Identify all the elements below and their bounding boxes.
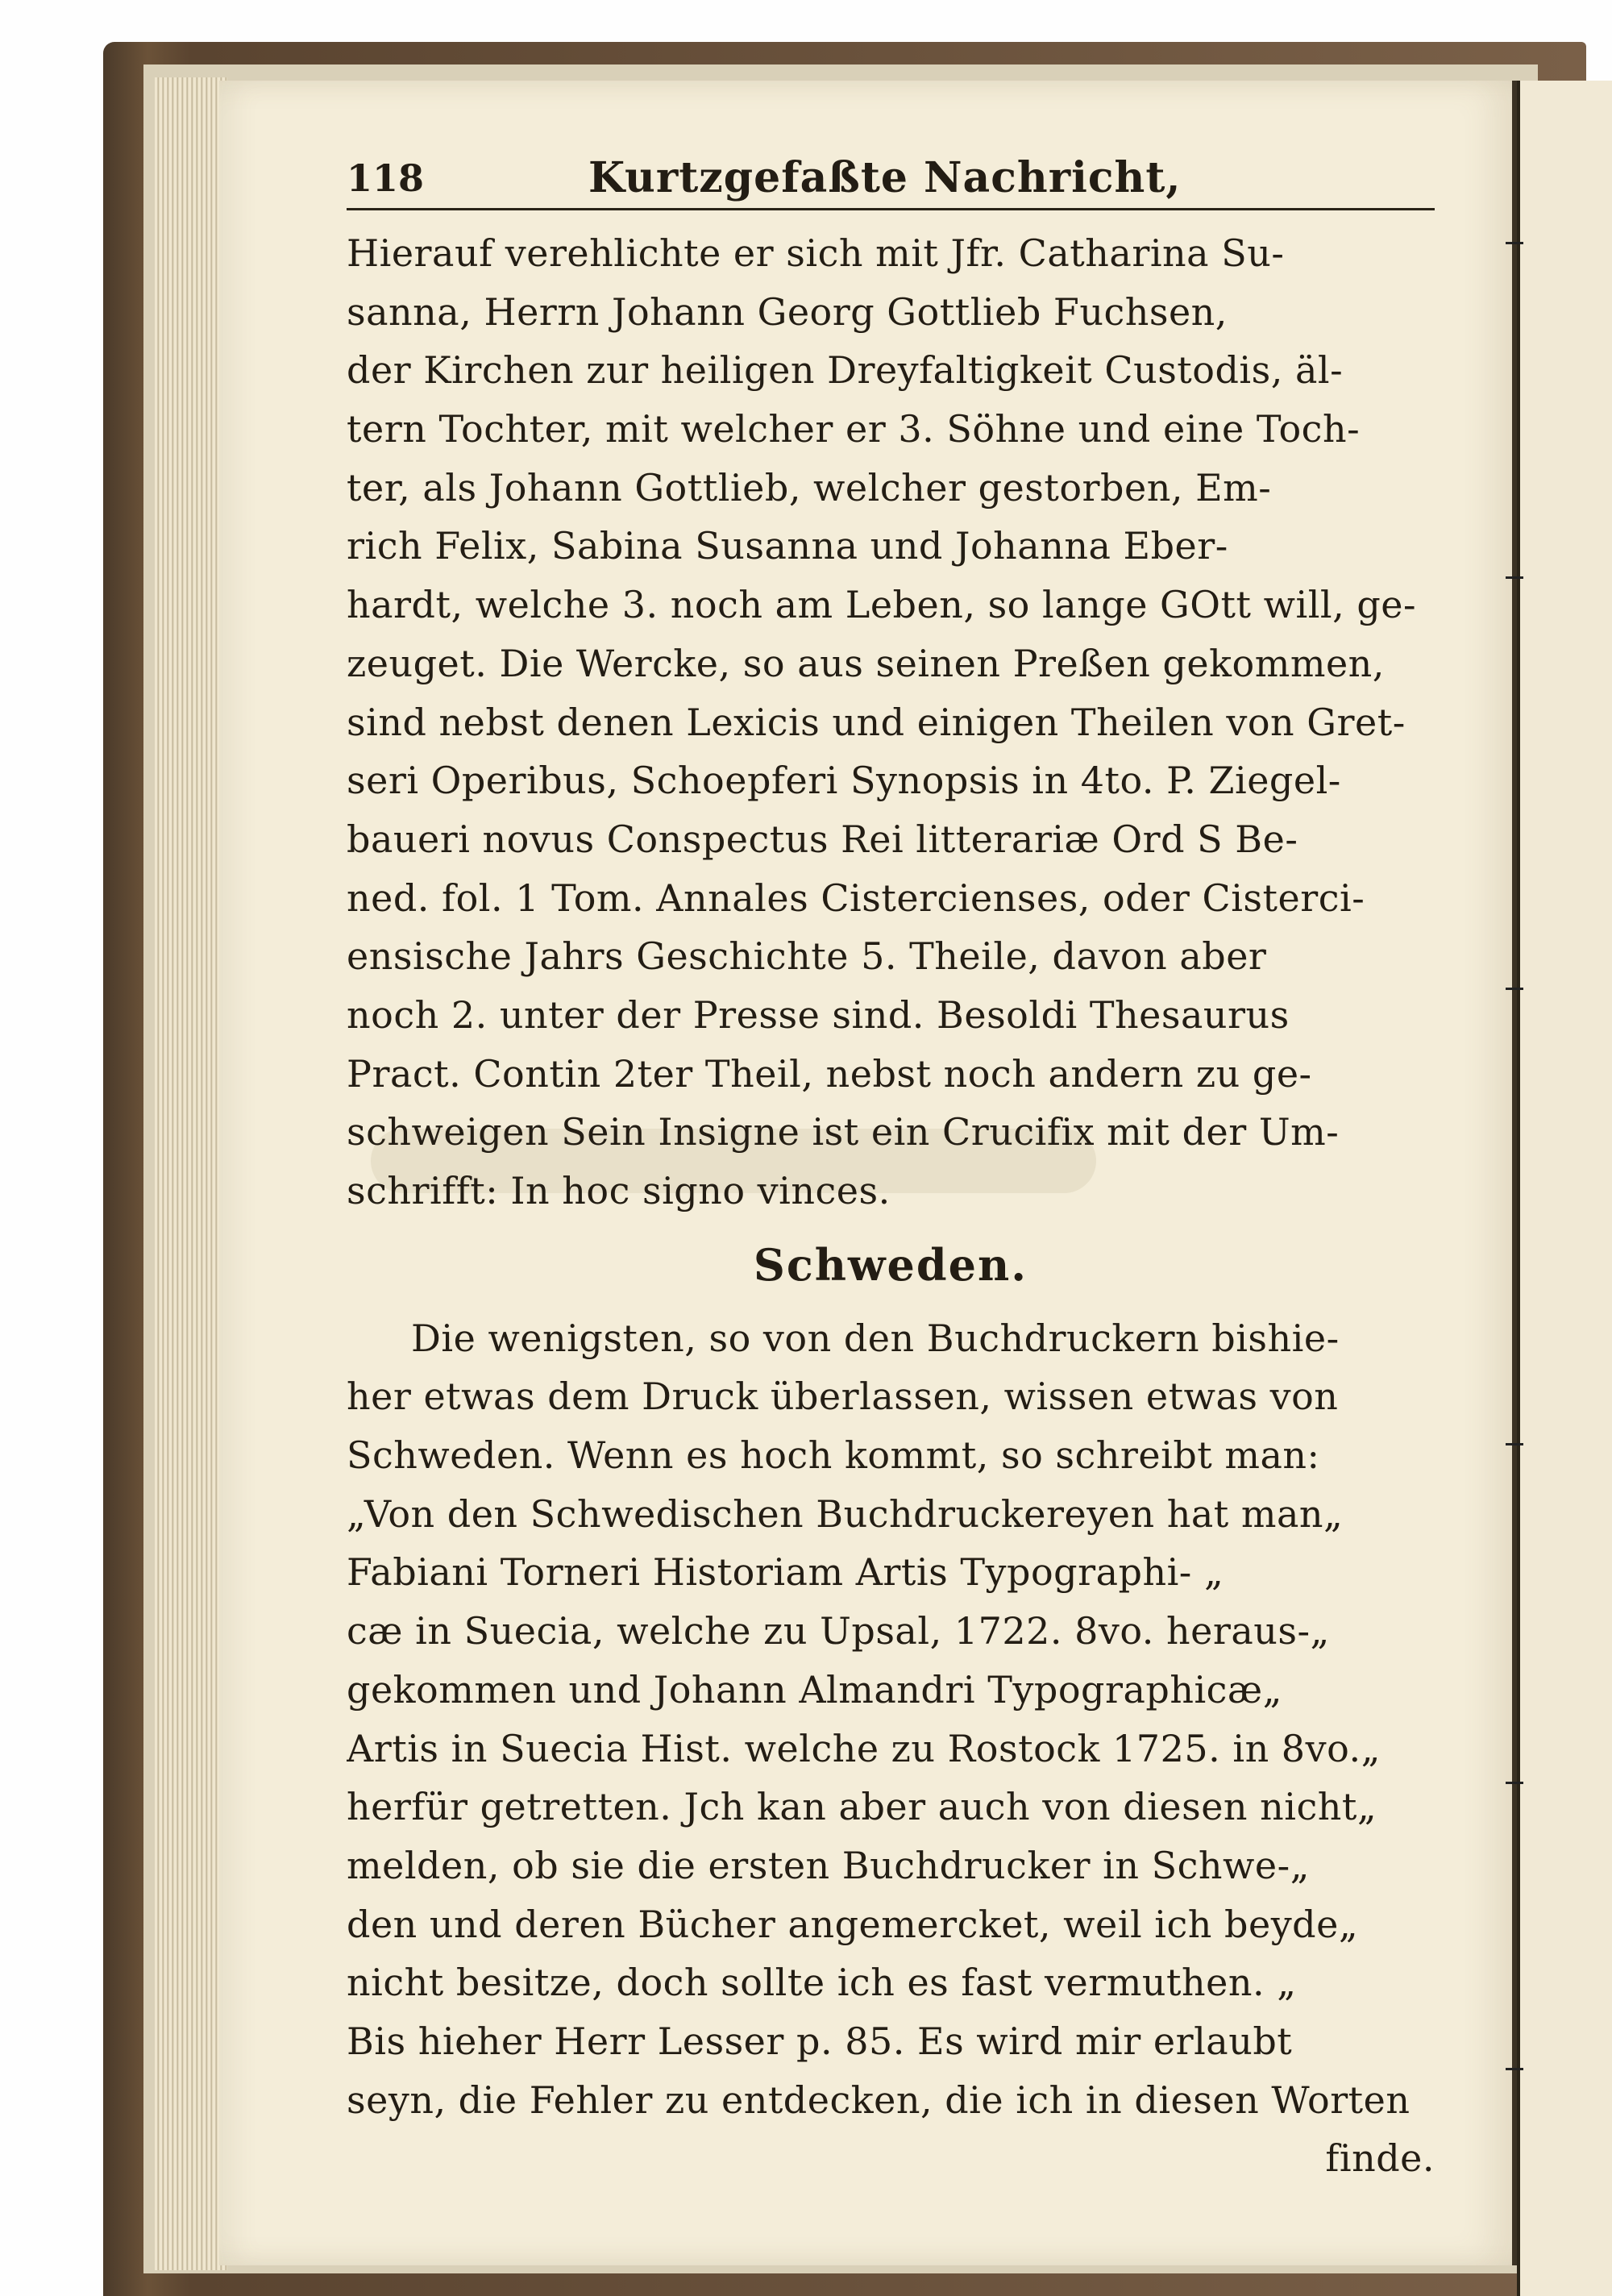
page-header [347, 152, 1435, 210]
text-line: cæ in Suecia, welche zu Upsal, 1722. 8vo. heraus-„ [347, 1609, 1330, 1653]
right-page-edge [1517, 81, 1612, 2296]
text-line: nicht besitze, doch sollte ich es fast vermuthen. „ [347, 1961, 1297, 2005]
text-line: der Kirchen zur heiligen Dreyfaltigkeit Custodis, äl- [347, 348, 1344, 393]
text-line: schweigen Sein Insigne ist ein Crucifix mit der Um- [347, 1110, 1340, 1154]
page-number: 118 [347, 156, 425, 200]
gutter-tick [1506, 1782, 1523, 1784]
text-line: „Von den Schwedischen Buchdruckereyen hat man„ [347, 1491, 1344, 1536]
text-line: ensische Jahrs Geschichte 5. Theile, davon aber [347, 934, 1267, 979]
text-line: her etwas dem Druck überlassen, wissen etwas von [347, 1375, 1339, 1419]
text-line: Hierauf verehlichte er sich mit Jfr. Catharina Su- [347, 231, 1285, 275]
section-heading: Schweden. [753, 1238, 1028, 1291]
text-line: Pract. Contin 2ter Theil, nebst noch andern zu ge- [347, 1051, 1312, 1096]
text-line: seyn, die Fehler zu entdecken, die ich in diesen Worten [347, 2078, 1410, 2122]
text-line: schrifft: In hoc signo vinces. [347, 1169, 891, 1212]
text-line: Artis in Suecia Hist. welche zu Rostock 1725. in 8vo.„ [347, 1726, 1381, 1770]
page-edges [155, 77, 227, 2270]
gutter-tick [1506, 242, 1523, 244]
text-line: rich Felix, Sabina Susanna und Johanna Eber- [347, 524, 1228, 568]
catchword: finde. [1325, 2136, 1435, 2181]
text-line: seri Operibus, Schoepferi Synopsis in 4to. P. Ziegel- [347, 759, 1341, 803]
text-line: baueri novus Conspectus Rei litterariæ Ord S Be- [347, 817, 1298, 861]
text-line: ter, als Johann Gottlieb, welcher gestorben, Em- [347, 465, 1272, 510]
gutter-tick [1506, 1443, 1523, 1445]
text-line: Schweden. Wenn es hoch kommt, so schreibt man: [347, 1433, 1320, 1478]
text-line: Bis hieher Herr Lesser p. 85. Es wird mir erlaubt [347, 2019, 1293, 2063]
text-line: gekommen und Johann Almandri Typographicæ„ [347, 1667, 1282, 1712]
text-line: Die wenigsten, so von den Buchdruckern bishie- [411, 1316, 1340, 1360]
gutter-tick [1506, 576, 1523, 579]
text-line: sind nebst denen Lexicis und einigen Theilen von Gret- [347, 700, 1406, 744]
text-line: zeuget. Die Wercke, so aus seinen Preßen gekommen, [347, 641, 1385, 685]
text-line: hardt, welche 3. noch am Leben, so lange GOtt will, ge- [347, 583, 1417, 627]
body-text [347, 224, 1435, 2188]
text-line: tern Tochter, mit welcher er 3. Söhne und eine Toch- [347, 407, 1361, 451]
text-line: melden, ob sie die ersten Buchdrucker in Schwe-„ [347, 1843, 1310, 1887]
text-line: sanna, Herrn Johann Georg Gottlieb Fuchsen, [347, 289, 1228, 334]
gutter-tick [1506, 2068, 1523, 2070]
text-line: ned. fol. 1 Tom. Annales Cistercienses, oder Cisterci- [347, 876, 1365, 920]
running-title: Kurtzgefaßte Nachricht, [588, 153, 1182, 202]
text-line: noch 2. unter der Presse sind. Besoldi Thesaurus [347, 992, 1290, 1037]
gutter-tick [1506, 988, 1523, 990]
page-text-block [347, 152, 1435, 2215]
text-line: herfür getretten. Jch kan aber auch von diesen nicht„ [347, 1785, 1377, 1829]
text-line: den und deren Bücher angemercket, weil ich beyde„ [347, 1902, 1359, 1946]
text-line: Fabiani Torneri Historiam Artis Typographi- „ [347, 1550, 1224, 1595]
